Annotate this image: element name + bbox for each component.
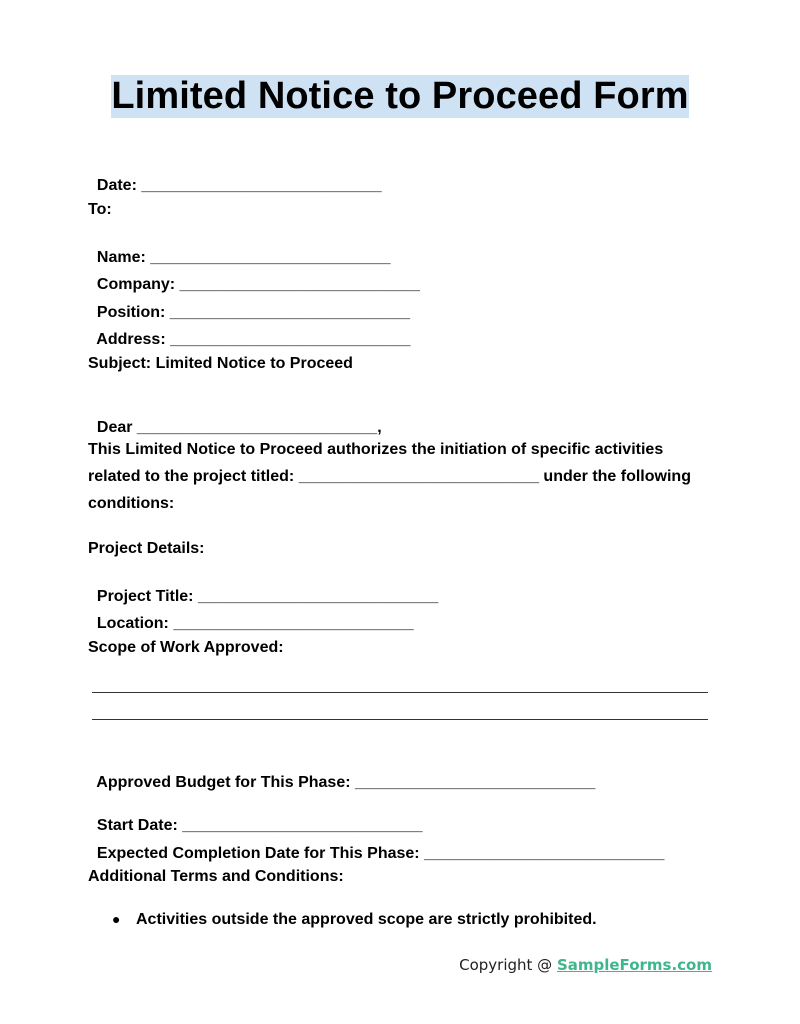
location-blank: ___________________________ xyxy=(173,615,414,632)
company-blank: ___________________________ xyxy=(179,276,420,293)
bullet-icon: ● xyxy=(112,911,121,927)
project-title-label: Project Title: xyxy=(96,588,194,605)
scope-line-2[interactable] xyxy=(92,719,708,720)
address-field[interactable] xyxy=(88,310,410,350)
project-title-blank[interactable]: ___________________________ xyxy=(298,468,539,485)
page-title: Limited Notice to Proceed Form xyxy=(111,75,689,117)
date-blank: ___________________________ xyxy=(141,177,382,194)
budget-label: Approved Budget for This Phase: xyxy=(96,774,351,791)
completion-date-blank: ___________________________ xyxy=(424,845,665,862)
project-title-input-blank: ___________________________ xyxy=(197,588,439,605)
location-label: Location: xyxy=(96,615,169,632)
scope-heading: Scope of Work Approved: xyxy=(88,639,284,656)
completion-date-label: Expected Completion Date for This Phase: xyxy=(96,845,420,862)
company-label: Company: xyxy=(96,276,176,293)
address-label: Address: xyxy=(96,331,166,348)
salutation-field[interactable] xyxy=(88,398,382,438)
to-label: To: xyxy=(88,201,112,218)
name-label: Name: xyxy=(96,249,146,266)
terms-heading: Additional Terms and Conditions: xyxy=(88,868,344,885)
intro-paragraph xyxy=(88,436,718,517)
completion-date-field[interactable] xyxy=(88,824,664,864)
date-field[interactable] xyxy=(88,156,382,196)
project-details-heading: Project Details: xyxy=(88,540,205,557)
address-blank: ___________________________ xyxy=(170,331,411,348)
position-label: Position: xyxy=(96,304,166,321)
intro-text-2: under the following conditions: xyxy=(88,468,691,512)
start-date-label: Start Date: xyxy=(96,817,178,834)
terms-item: Activities outside the approved scope are strictly prohibited. xyxy=(136,911,597,928)
start-date-blank: ___________________________ xyxy=(182,817,423,834)
brand-link[interactable]: SampleForms.com xyxy=(556,956,712,974)
scope-line-1[interactable] xyxy=(92,692,708,693)
dear-comma: , xyxy=(377,419,382,436)
position-blank: ___________________________ xyxy=(169,304,411,321)
location-field[interactable] xyxy=(88,594,414,634)
date-label: Date: xyxy=(96,177,137,194)
name-blank: ___________________________ xyxy=(150,249,391,266)
budget-field[interactable] xyxy=(88,753,595,793)
footer-copyright xyxy=(459,956,712,974)
subject-line: Subject: Limited Notice to Proceed xyxy=(88,355,353,372)
dear-blank: ___________________________ xyxy=(136,419,378,436)
copyright-text: Copyright @ xyxy=(459,956,557,974)
dear-label: Dear xyxy=(96,419,133,436)
budget-blank: ___________________________ xyxy=(355,774,596,791)
intro-text-1: This Limited Notice to Proceed authorizes the initiation of specific activities related to the project titled: xyxy=(88,441,664,485)
